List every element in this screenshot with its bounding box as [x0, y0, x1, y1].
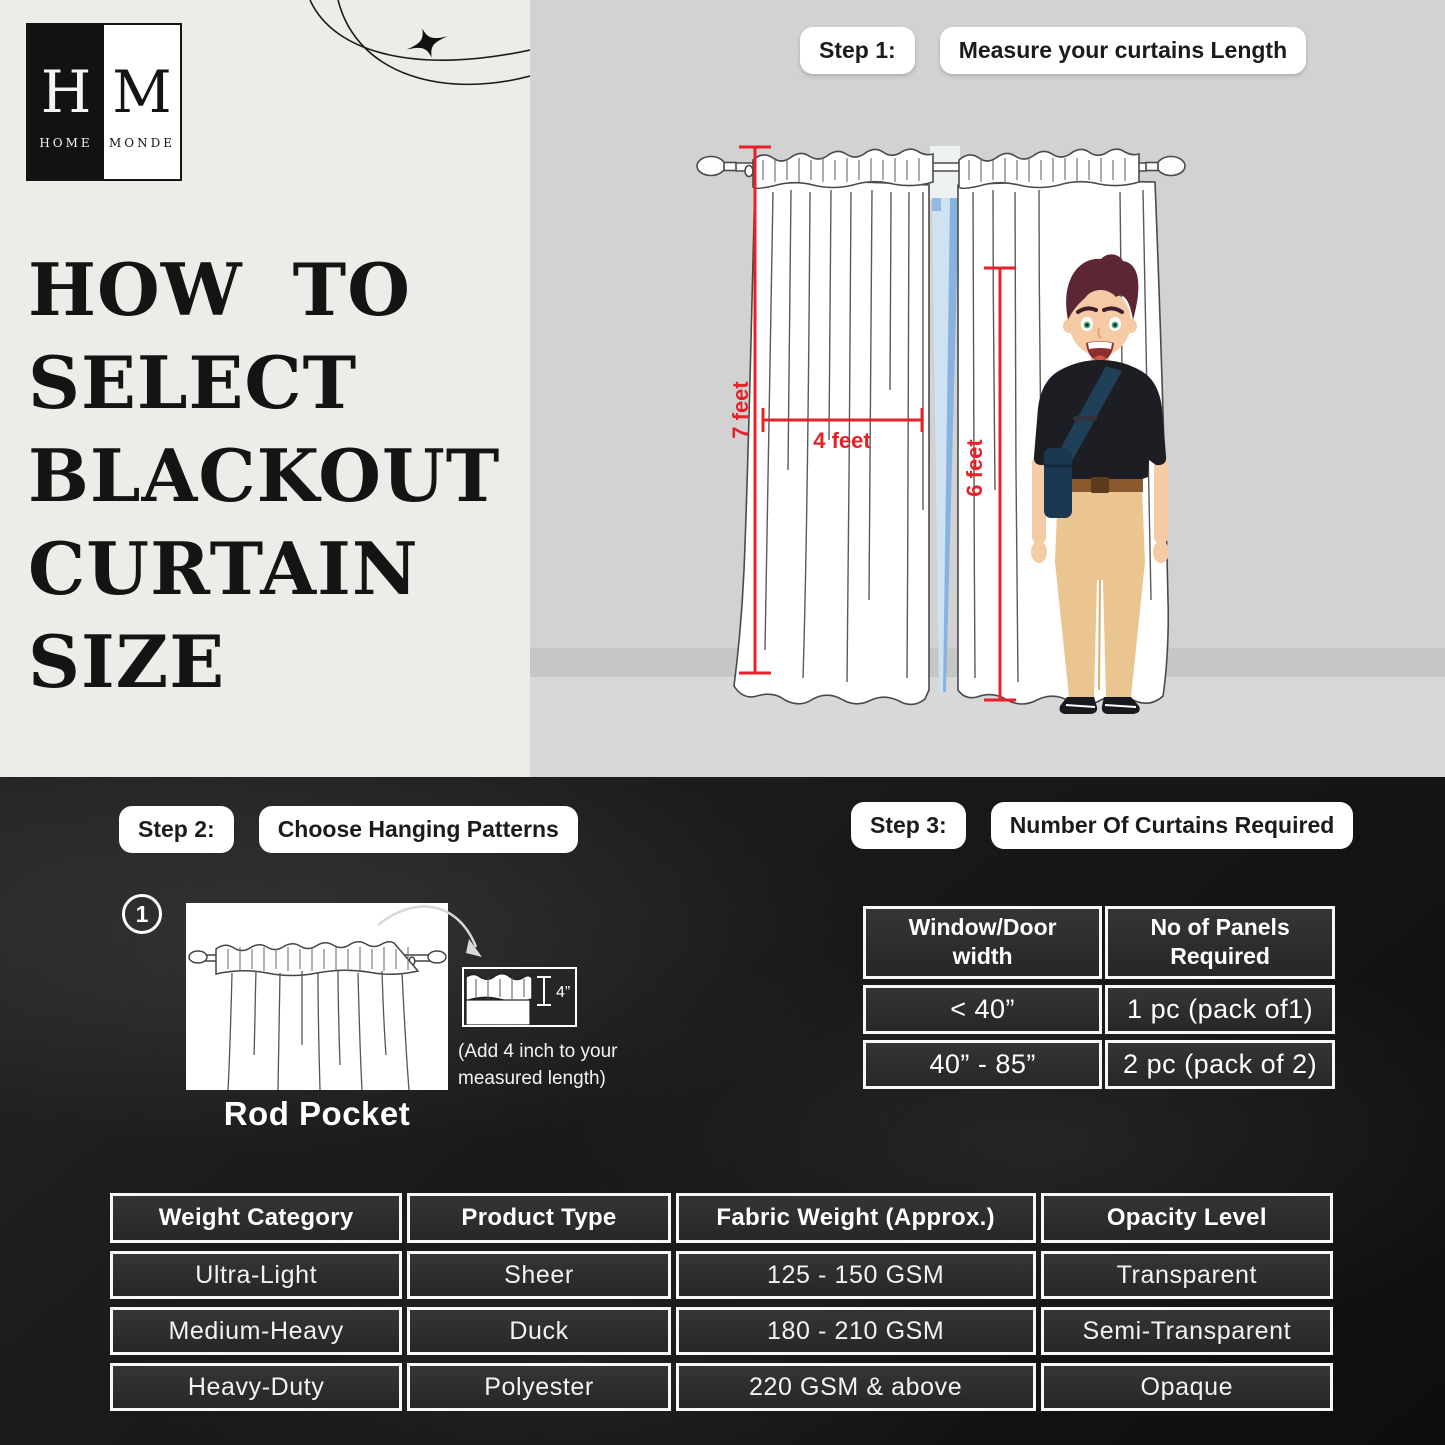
cell-panels: 2 pc (pack of 2)	[1105, 1040, 1335, 1089]
cell-product-type: Sheer	[407, 1251, 670, 1299]
step2-header	[119, 806, 578, 853]
table-row	[863, 985, 1335, 1034]
header-opacity-level: Opacity Level	[1041, 1193, 1333, 1243]
bag	[1044, 448, 1072, 518]
pocket-note-line2: measured length)	[458, 1067, 606, 1089]
cell-opacity-level: Transparent	[1041, 1251, 1333, 1299]
pocket-depth-detail	[462, 967, 577, 1027]
step1-heading: Measure your curtains Length	[940, 27, 1306, 74]
pattern-number-badge: 1	[122, 894, 162, 934]
title-line: SELECT	[28, 340, 358, 425]
fabric-weight-table	[105, 1185, 1338, 1419]
page-title	[28, 243, 500, 708]
brand-logo	[26, 23, 182, 181]
step3-header	[851, 802, 1353, 849]
cell-opacity-level: Semi-Transparent	[1041, 1307, 1333, 1355]
logo-letter-h: H	[40, 58, 92, 126]
cell-fabric-weight: 125 - 150 GSM	[676, 1251, 1036, 1299]
table-row	[863, 1040, 1335, 1089]
title-line: HOW TO	[28, 247, 411, 332]
pocket-note	[458, 1039, 668, 1093]
logo-right-half	[104, 25, 180, 179]
title-line: SIZE	[28, 619, 226, 704]
cell-panels: 1 pc (pack of1)	[1105, 985, 1335, 1034]
cell-opacity-level: Opaque	[1041, 1363, 1333, 1411]
step2-label: Step 2:	[119, 806, 234, 853]
step1-header	[800, 27, 1306, 74]
pocket-note-line1: (Add 4 inch to your	[458, 1041, 618, 1062]
logo-word-home: HOME	[39, 136, 93, 150]
logo-letter-m: M	[112, 58, 172, 126]
cell-product-type: Polyester	[407, 1363, 670, 1411]
cell-product-type: Duck	[407, 1307, 670, 1355]
step1-label: Step 1:	[800, 27, 915, 74]
header-panels-required: No of Panels Required	[1105, 906, 1335, 979]
header-product-type: Product Type	[407, 1193, 670, 1243]
cell-weight-category: Ultra-Light	[110, 1251, 402, 1299]
header-weight-category: Weight Category	[110, 1193, 402, 1243]
cell-weight-category: Heavy-Duty	[110, 1363, 402, 1411]
label-4-feet: 4 feet	[813, 428, 871, 453]
arrow-to-detail	[370, 895, 510, 975]
curtain-measure-illustration	[655, 130, 1235, 730]
panels-required-table	[860, 900, 1338, 1095]
title-line: BLACKOUT	[28, 433, 501, 518]
logo-left-half	[28, 25, 104, 179]
table-row	[110, 1363, 1333, 1411]
label-pocket-depth: 4”	[556, 984, 571, 1001]
sparkle-swirl-decoration	[280, 0, 530, 115]
pattern-name: Rod Pocket	[223, 1095, 411, 1132]
step3-label: Step 3:	[851, 802, 966, 849]
table-row	[110, 1251, 1333, 1299]
intro-panel	[0, 0, 530, 777]
cell-weight-category: Medium-Heavy	[110, 1307, 402, 1355]
cell-width: < 40”	[863, 985, 1102, 1034]
logo-word-monde: MONDE	[108, 136, 175, 150]
table-row	[110, 1307, 1333, 1355]
cell-fabric-weight: 220 GSM & above	[676, 1363, 1036, 1411]
step3-heading: Number Of Curtains Required	[991, 802, 1354, 849]
label-6-feet: 6 feet	[962, 439, 987, 497]
step2-heading: Choose Hanging Patterns	[259, 806, 578, 853]
header-fabric-weight: Fabric Weight (Approx.)	[676, 1193, 1036, 1243]
label-7-feet: 7 feet	[728, 381, 753, 439]
cell-fabric-weight: 180 - 210 GSM	[676, 1307, 1036, 1355]
pocket-depth-drawing	[464, 969, 575, 1025]
title-line: CURTAIN	[28, 526, 419, 611]
steps-section	[0, 777, 1445, 1445]
cell-width: 40” - 85”	[863, 1040, 1102, 1089]
header-window-width: Window/Door width	[863, 906, 1102, 979]
window	[930, 146, 960, 692]
